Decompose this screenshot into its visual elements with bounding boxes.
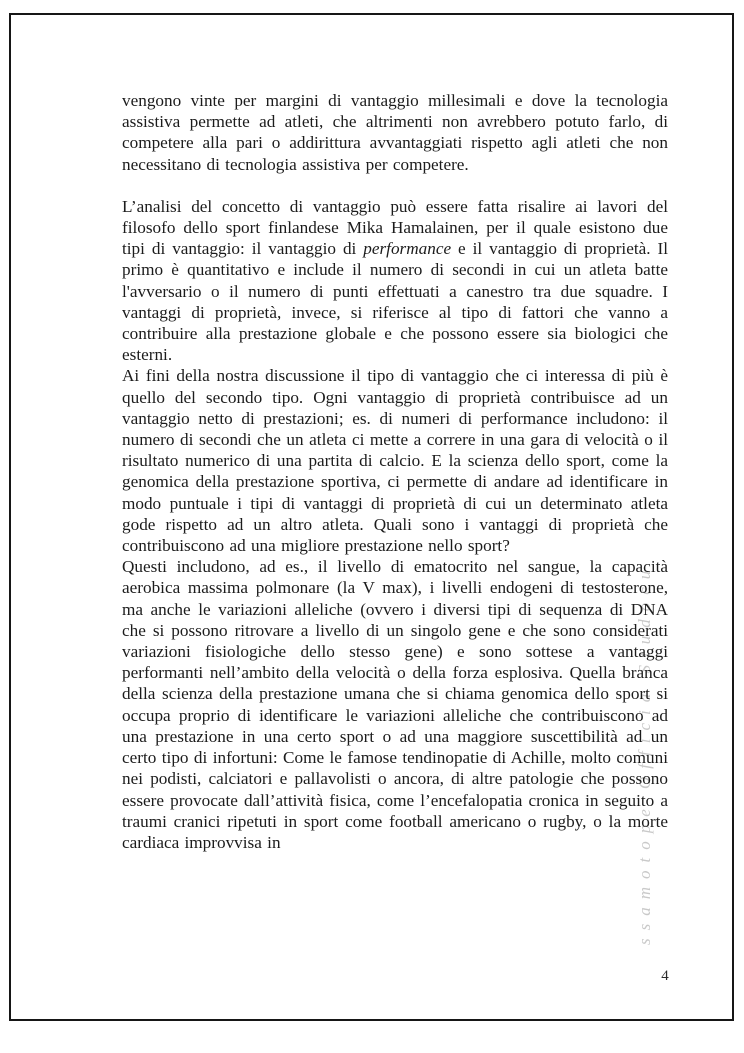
paragraph-4: Questi includono, ad es., il livello di ematocrito nel sangue, la capacità aerobica massima polmonare (la V max), i livelli endogeni di testosterone, ma anche le variazioni alleliche (ovvero i diversi tipi di sequenza di DNA che si possono ritrovare a livello di un singolo gene e che sono considerati variazioni fisiologiche dello stesso gene) e sono sottese a vantaggi performanti nell’ambito della velocità o della forza esplosiva. Quella branca della scienza della prestazione umana che si chiama genomica dello sport si occupa proprio di identificare le variazioni alleliche che contribuiscono ad una prestazione in una certo sport o ad una maggiore suscettibilità ad un certo tipo di infortuni: Come le famose tendinopatie di Achille, molto comuni nei podisti, calciatori e pallavolisti o ancora, di altre patologie che possono essere provocate dall’attività fisica, come l’encefalopatia cronica in seguito a traumi cranici ripetuti in sport come football americano o rugby, o la morte cardiaca improvvisa in — [122, 557, 668, 852]
paragraph-2 — [122, 196, 668, 366]
paragraph-2-text-before: L’analisi del concetto di vantaggio può essere fatta risalire ai lavori del filosofo dello sport finlandese Mika Hamalainen, per il quale esistono due tipi di vantaggio: il vantaggio di — [122, 196, 668, 259]
italic-term-performance: performance — [363, 239, 452, 259]
paragraph-3: Ai fini della nostra discussione il tipo di vantaggio che ci interessa di più è quello del secondo tipo. Ogni vantaggio di proprietà contribuisce ad un vantaggio netto di prestazioni; es. di numeri di performance includono: il numero di secondi che un atleta ci mette a correre in una gara di velocità o il risultato numerico di una partita di calcio. E la scienza dello sport, come la genomica della prestazione sportiva, ci permette di andare ad identificare in modo puntuale i tipi di vantaggi di proprietà di cui un determinato atleta gode rispetto ad un altro atleta. Quali sono i vantaggi di proprietà che contribuiscono ad una migliore prestazione nello sport? — [122, 366, 668, 556]
paragraph-2-text-after: e il vantaggio di proprietà. Il primo è quantitativo e include il numero di secondi in cui un atleta batte l'avversario o il numero di punti effettuati a canestro tra due squadre. I vantaggi di proprietà, invece, si riferisce al tipo di fattori che vanno a contribuire alla prestazione globale e che possono essere sia biologici che esterni. — [122, 239, 668, 365]
site-watermark: ssamotope Officia Studocu — [635, 562, 654, 945]
page-content — [122, 90, 668, 853]
paragraph-1: vengono vinte per margini di vantaggio millesimali e dove la tecnologia assistiva permette ad atleti, che altrimenti non avrebbero potuto farlo, di competere alla pari o addirittura avvantaggiati rispetto agli atleti che non necessitano di tecnologia assistiva per competere. — [122, 91, 668, 174]
page-number: 4 — [661, 968, 669, 984]
